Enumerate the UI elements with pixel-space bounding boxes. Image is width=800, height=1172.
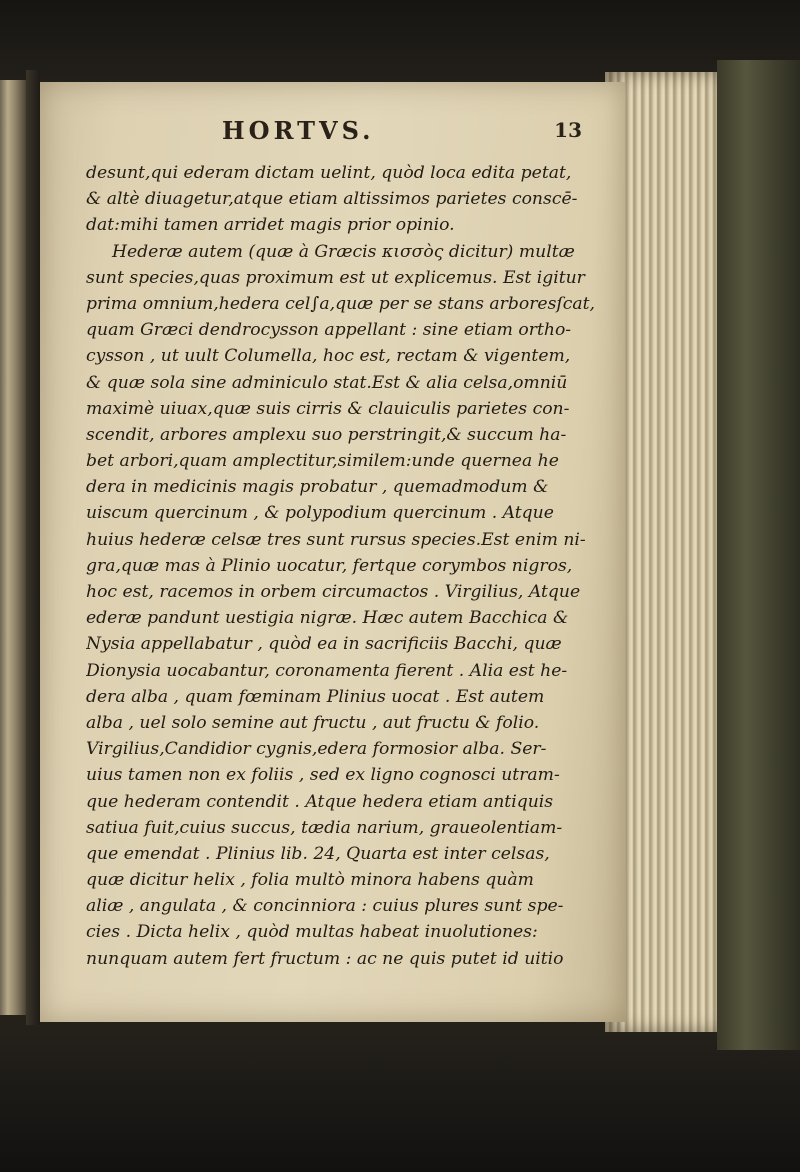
text-line: ederæ pandunt uestigia nigræ. Hæc autem Bacchica & (86, 608, 569, 629)
text-line: dat:mihi tamen arridet magis prior opinio. (86, 215, 455, 236)
text-line: que emendat . Plinius lib. 24, Quarta est inter celsas, (86, 843, 550, 864)
text-line: Virgilius,Candidior cygnis,edera formosior alba. Ser- (86, 739, 547, 760)
left-page-edge (0, 80, 26, 1015)
text-line: huius hederæ celsæ tres sunt rursus species.Est enim ni- (86, 529, 586, 550)
text-line: sunt species,quas proximum est ut explicemus. Est igitur (86, 267, 585, 288)
text-line: alba , uel solo semine aut fructu , aut fructu & folio. (86, 712, 540, 733)
text-line: scendit, arbores amplexu suo perstringit,& succum ha- (86, 424, 567, 445)
text-line: uius tamen non ex foliis , sed ex ligno cognosci utram- (86, 765, 560, 786)
text-line: aliæ , angulata , & concinniora : cuius plures sunt spe- (86, 896, 564, 917)
text-line: Nysia appellabatur , quòd ea in sacrificiis Bacchi, quæ (86, 634, 562, 655)
text-line: quam Græci dendrocysson appellant : sine etiam ortho- (86, 320, 572, 341)
book-cover-edge (717, 60, 800, 1050)
text-line: Hederæ autem (quæ à Græcis κισσὸς dicitur) multæ (112, 241, 575, 262)
page-header (222, 116, 582, 152)
text-line: bet arbori,quam amplectitur,similem:unde quernea he (86, 451, 559, 472)
page-number: 13 (554, 118, 582, 142)
text-line: dera alba , quam fœminam Plinius uocat . Est autem (86, 686, 545, 707)
text-line: nunquam autem fert fructum : ac ne quis putet id uitio (86, 948, 564, 969)
text-line: Dionysia uocabantur, coronamenta fierent . Alia est he- (86, 660, 568, 681)
text-line: uiscum quercinum , & polypodium quercinum . Atque (86, 503, 554, 524)
text-line: cysson , ut uult Columella, hoc est, rectam & vigentem, (86, 346, 571, 367)
text-line: desunt,qui ederam dictam uelint, quòd loca edita petat, (86, 163, 572, 183)
text-line: dera in medicinis magis probatur , quemadmodum & (86, 477, 549, 498)
text-line: cies . Dicta helix , quòd multas habeat inuolutiones: (86, 922, 538, 943)
text-line: quæ dicitur helix , folia multò minora habens quàm (86, 870, 534, 891)
text-line: que hederam contendit . Atque hedera etiam antiquis (86, 791, 554, 812)
left-gutter (26, 70, 40, 1025)
text-line: satiua fuit,cuius succus, tædia narium, graueolentiam- (86, 817, 563, 838)
text-line: & altè diuagetur,atque etiam altissimos parietes conscē- (86, 189, 578, 210)
text-line: prima omnium,hedera cel∫a,quæ per se stans arboresſcat, (86, 293, 596, 314)
text-block (86, 160, 616, 972)
text-line: hoc est, racemos in orbem circumactos . Virgilius, Atque (86, 582, 581, 602)
text-line: gra,quæ mas à Plinio uocatur, fertque corymbos nigros, (86, 555, 573, 576)
text-line: maximè uiuax,quæ suis cirris & clauiculis parietes con- (86, 398, 570, 419)
running-head: HORTVS. (222, 116, 375, 145)
text-line: & quæ sola sine adminiculo stat.Est & alia celsa,omniū (86, 372, 568, 393)
